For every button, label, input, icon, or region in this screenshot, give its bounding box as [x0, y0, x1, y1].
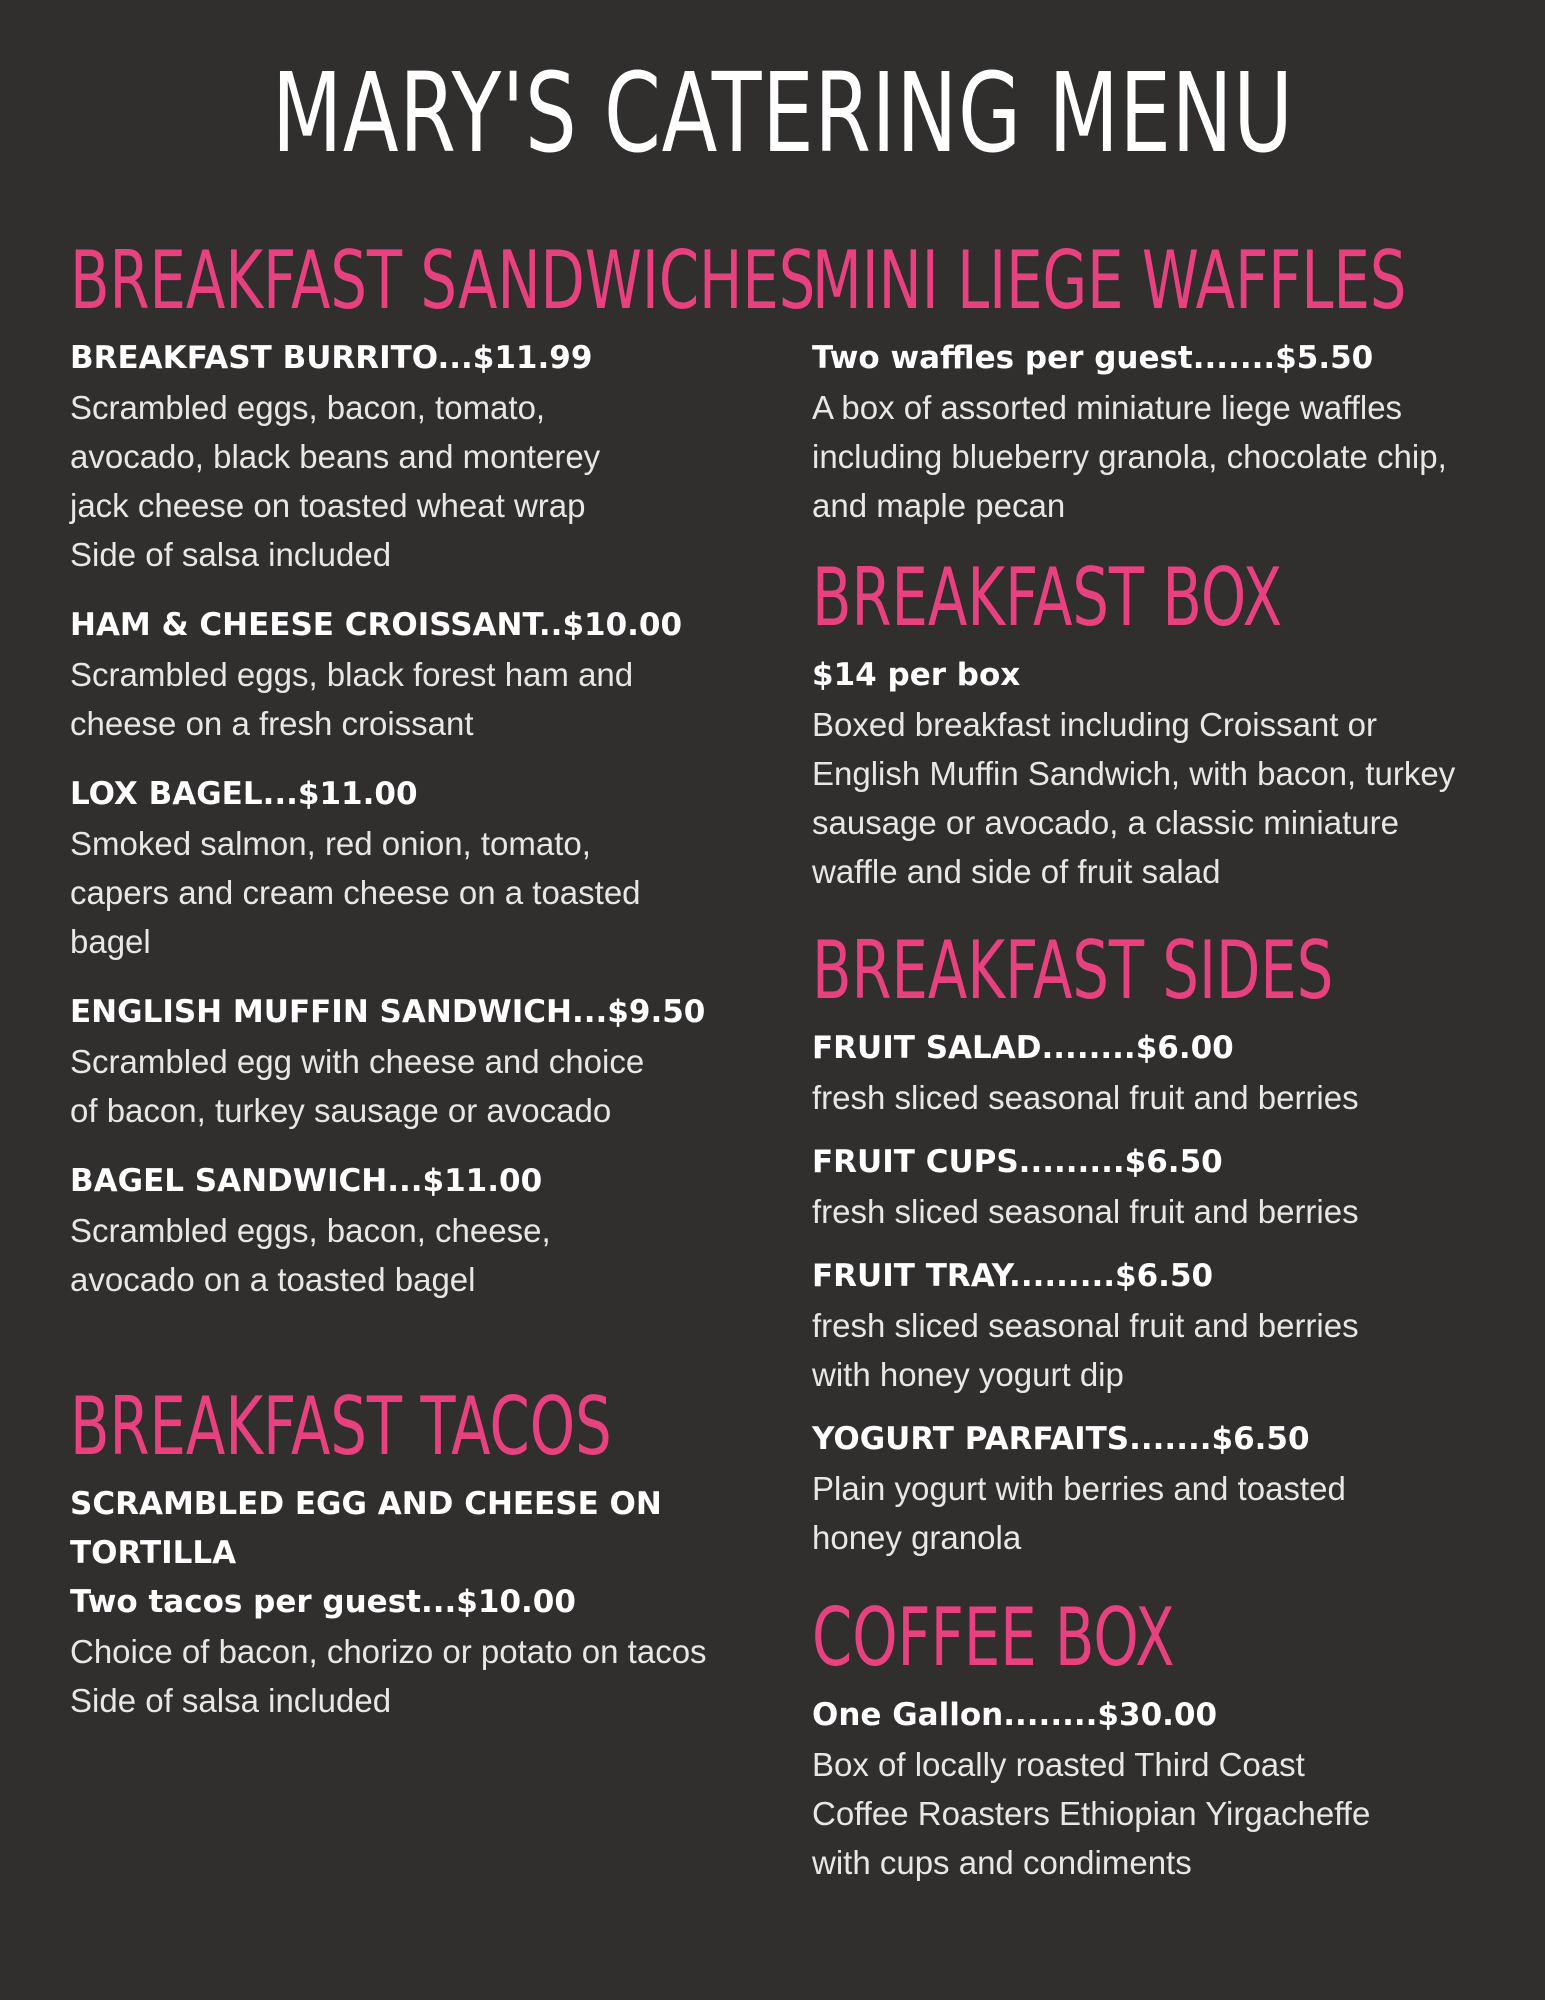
item-name-price: ENGLISH MUFFIN SANDWICH...$9.50	[70, 994, 706, 1030]
item-description: English Muffin Sandwich, with bacon, turkey	[812, 755, 1456, 792]
item-name-price: HAM & CHEESE CROISSANT..$10.00	[70, 607, 683, 643]
section-heading: BREAKFAST BOX	[812, 551, 1283, 644]
item-name-price: LOX BAGEL...$11.00	[70, 776, 418, 812]
item-name-price: FRUIT CUPS.........$6.50	[812, 1144, 1223, 1180]
item-name-price: BAGEL SANDWICH...$11.00	[70, 1163, 543, 1199]
item-name-price: FRUIT SALAD........$6.00	[812, 1030, 1234, 1066]
item-description: Scrambled eggs, black forest ham and	[70, 656, 634, 693]
item-description: fresh sliced seasonal fruit and berries	[812, 1193, 1359, 1230]
menu-item	[70, 1157, 770, 1304]
item-description: Side of salsa included	[70, 1682, 392, 1719]
item-description: capers and cream cheese on a toasted	[70, 874, 641, 911]
item-description: with honey yogurt dip	[812, 1356, 1124, 1393]
menu-item	[812, 1138, 1512, 1236]
menu-item	[70, 601, 770, 748]
section-breakfast-sandwiches	[70, 234, 816, 1304]
item-description: Choice of bacon, chorizo or potato on tacos	[70, 1633, 707, 1670]
item-description: Scrambled eggs, bacon, tomato,	[70, 389, 546, 426]
item-description: avocado on a toasted bagel	[70, 1261, 476, 1298]
item-description: Scrambled eggs, bacon, cheese,	[70, 1212, 551, 1249]
item-name-price: YOGURT PARFAITS.......$6.50	[812, 1421, 1310, 1457]
item-name-price: BREAKFAST BURRITO...$11.99	[70, 340, 593, 376]
item-description: fresh sliced seasonal fruit and berries	[812, 1079, 1359, 1116]
item-price: One Gallon........$30.00	[812, 1697, 1218, 1733]
item-description: with cups and condiments	[812, 1844, 1192, 1881]
menu-item	[812, 1252, 1512, 1399]
item-price: $14 per box	[812, 657, 1021, 693]
section-heading: BREAKFAST SANDWICHES	[70, 234, 816, 327]
section-breakfast-sides	[812, 924, 1512, 1562]
item-name-price: FRUIT TRAY.........$6.50	[812, 1258, 1214, 1294]
item-description: honey granola	[812, 1519, 1022, 1556]
menu-item	[70, 770, 770, 966]
menu-item	[812, 1691, 1512, 1887]
item-description: fresh sliced seasonal fruit and berries	[812, 1307, 1359, 1344]
page-title: MARY'S CATERING MENU	[271, 49, 1294, 177]
menu-item	[70, 988, 770, 1135]
section-heading: BREAKFAST SIDES	[812, 924, 1334, 1017]
item-price: Two waffles per guest.......$5.50	[812, 340, 1374, 376]
item-subtitle: TORTILLA	[70, 1535, 237, 1571]
item-description: of bacon, turkey sausage or avocado	[70, 1092, 612, 1129]
menu-item	[812, 1415, 1512, 1562]
menu-item	[812, 334, 1512, 530]
item-description: Scrambled egg with cheese and choice	[70, 1043, 645, 1080]
item-description: Smoked salmon, red onion, tomato,	[70, 825, 591, 862]
item-description: Boxed breakfast including Croissant or	[812, 706, 1377, 743]
section-heading: BREAKFAST TACOS	[70, 1380, 612, 1473]
item-description: Box of locally roasted Third Coast	[812, 1746, 1305, 1783]
section-breakfast-box	[812, 551, 1512, 896]
item-description: sausage or avocado, a classic miniature	[812, 804, 1399, 841]
item-description: Plain yogurt with berries and toasted	[812, 1470, 1346, 1507]
menu-item	[812, 1024, 1512, 1122]
item-description: A box of assorted miniature liege waffles	[812, 389, 1403, 426]
menu-item	[70, 1480, 770, 1725]
item-description: including blueberry granola, chocolate chip,	[812, 438, 1447, 475]
section-heading: MINI LIEGE WAFFLES	[812, 234, 1407, 327]
section-mini-liege-waffles	[812, 234, 1512, 530]
menu-item	[812, 651, 1512, 896]
item-description: waffle and side of fruit salad	[812, 853, 1221, 890]
item-description: avocado, black beans and monterey	[70, 438, 601, 475]
item-description: bagel	[70, 923, 151, 960]
item-price: Two tacos per guest...$10.00	[70, 1584, 576, 1620]
item-description: Coffee Roasters Ethiopian Yirgacheffe	[812, 1795, 1371, 1832]
section-coffee-box	[812, 1591, 1512, 1887]
item-description: Side of salsa included	[70, 536, 392, 573]
item-subtitle: SCRAMBLED EGG AND CHEESE ON	[70, 1486, 662, 1522]
item-description: cheese on a fresh croissant	[70, 705, 474, 742]
menu-item	[70, 334, 770, 579]
item-description: and maple pecan	[812, 487, 1066, 524]
item-description: jack cheese on toasted wheat wrap	[70, 487, 586, 524]
section-heading: COFFEE BOX	[812, 1591, 1175, 1684]
section-breakfast-tacos	[70, 1380, 770, 1725]
